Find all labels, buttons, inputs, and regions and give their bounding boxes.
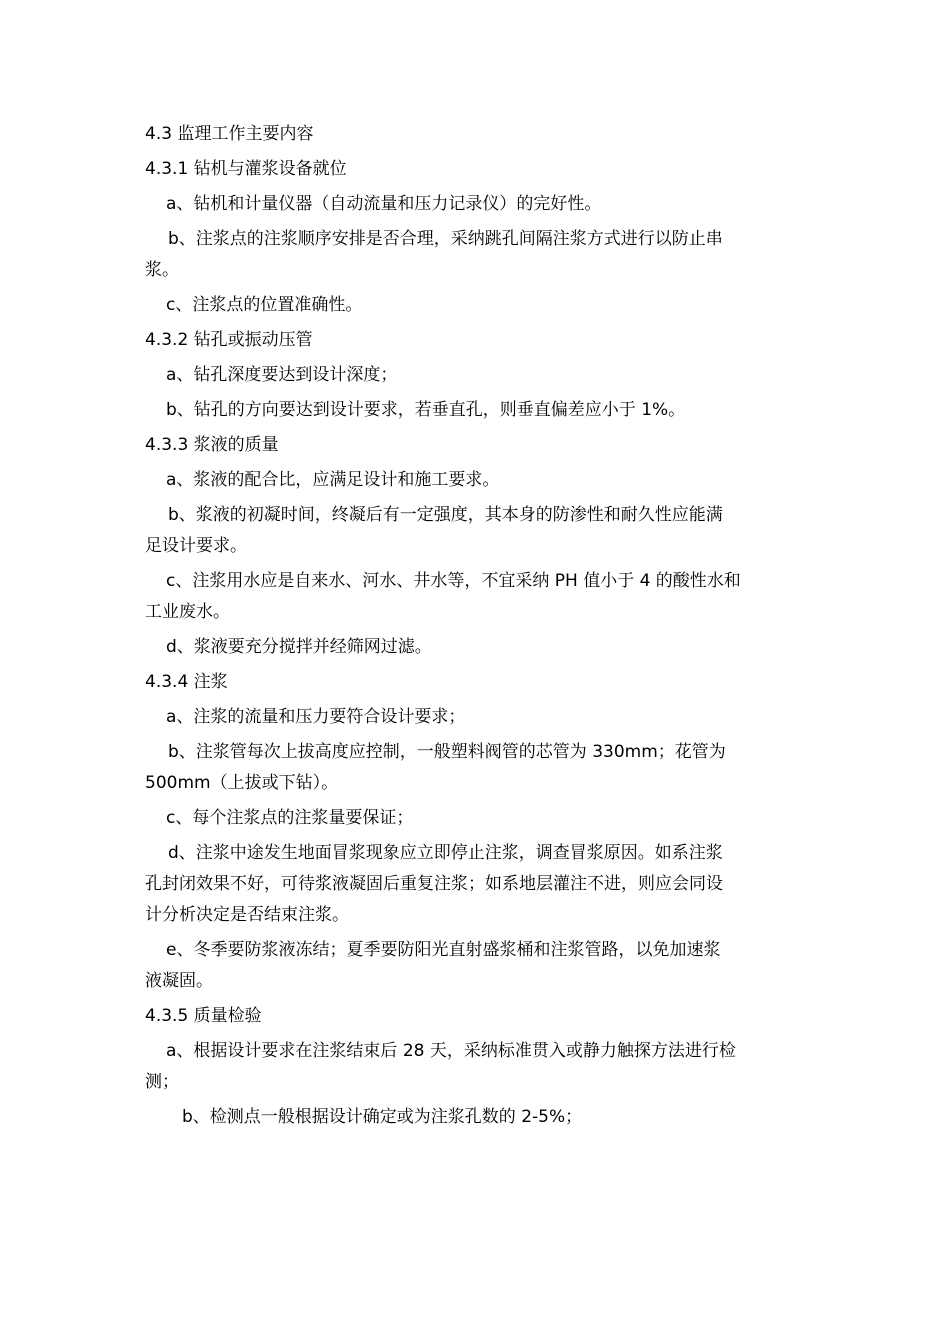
item-4-3-3-a: a、浆液的配合比，应满足设计和施工要求。: [166, 470, 500, 490]
document-body: [145, 122, 807, 1140]
item-4-3-5-a-line2: 测；: [145, 1072, 179, 1092]
item-4-3-2-b: b、钻孔的方向要达到设计要求，若垂直孔，则垂直偏差应小于 1%。: [166, 400, 686, 420]
section-4-3-5-title: 4.3.5 质量检验: [145, 1006, 262, 1026]
item-4-3-1-b-line2: 浆。: [145, 260, 179, 280]
item-4-3-1-a: a、钻机和计量仪器（自动流量和压力记录仪）的完好性。: [166, 194, 602, 214]
item-4-3-3-b-line1: b、浆液的初凝时间，终凝后有一定强度，其本身的防渗性和耐久性应能满: [168, 505, 723, 525]
item-4-3-5-b: b、检测点一般根据设计确定或为注浆孔数的 2-5%；: [182, 1107, 583, 1127]
section-4-3-2-title: 4.3.2 钻孔或振动压管: [145, 330, 313, 350]
section-4-3-1-title: 4.3.1 钻机与灌浆设备就位: [145, 159, 347, 179]
item-4-3-5-a-line1: a、根据设计要求在注浆结束后 28 天，采纳标准贯入或静力触探方法进行检: [166, 1041, 736, 1061]
item-4-3-4-e-line1: e、冬季要防浆液冻结；夏季要防阳光直射盛浆桶和注浆管路，以免加速浆: [166, 940, 721, 960]
item-4-3-4-c: c、每个注浆点的注浆量要保证；: [166, 808, 414, 828]
item-4-3-1-c: c、注浆点的位置准确性。: [166, 295, 363, 315]
item-4-3-4-b-line2: 500mm（上拔或下钻）。: [145, 773, 339, 793]
item-4-3-1-b-line1: b、注浆点的注浆顺序安排是否合理，采纳跳孔间隔注浆方式进行以防止串: [168, 229, 723, 249]
item-4-3-3-c-line2: 工业废水。: [145, 602, 230, 622]
item-4-3-4-d-line2: 孔封闭效果不好，可待浆液凝固后重复注浆；如系地层灌注不进，则应会同设: [145, 874, 723, 894]
item-4-3-4-e-line2: 液凝固。: [145, 971, 213, 991]
item-4-3-3-c-line1: c、注浆用水应是自来水、河水、井水等，不宜采纳 PH 值小于 4 的酸性水和: [166, 571, 741, 591]
section-4-3-3-title: 4.3.3 浆液的质量: [145, 435, 279, 455]
item-4-3-4-d-line3: 计分析决定是否结束注浆。: [145, 905, 349, 925]
item-4-3-4-b-line1: b、注浆管每次上拔高度应控制，一般塑料阀管的芯管为 330mm；花管为: [168, 742, 726, 762]
section-4-3-title: 4.3 监理工作主要内容: [145, 124, 314, 144]
item-4-3-4-d-line1: d、注浆中途发生地面冒浆现象应立即停止注浆，调查冒浆原因。如系注浆: [168, 843, 723, 863]
item-4-3-3-b-line2: 足设计要求。: [145, 536, 247, 556]
item-4-3-3-d: d、浆液要充分搅拌并经筛网过滤。: [166, 637, 432, 657]
item-4-3-4-a: a、注浆的流量和压力要符合设计要求；: [166, 707, 466, 727]
item-4-3-2-a: a、钻孔深度要达到设计深度；: [166, 365, 398, 385]
section-4-3-4-title: 4.3.4 注浆: [145, 672, 228, 692]
